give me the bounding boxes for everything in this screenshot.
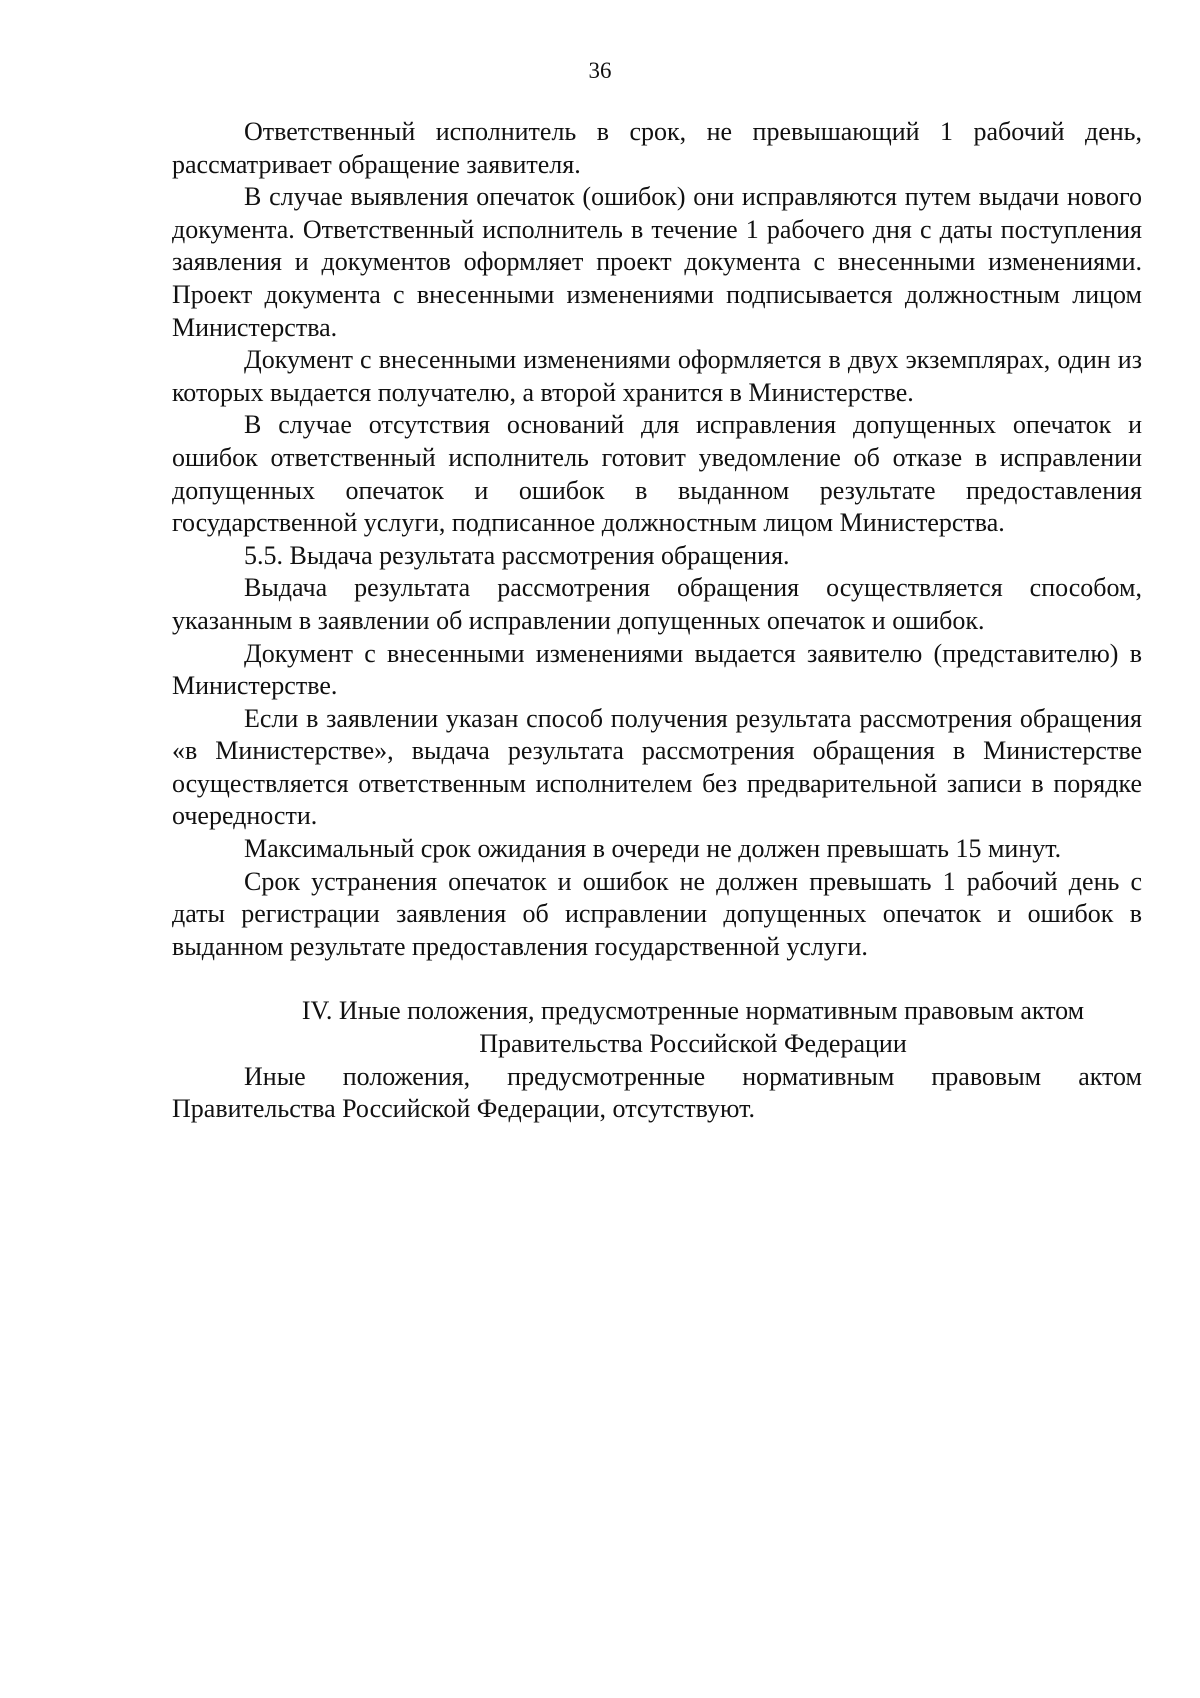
paragraph: В случае отсутствия оснований для исправления допущенных опечаток и ошибок ответственный исполнитель готовит уведомление об отказе в исправлении допущенных опечаток и ошибок в выданном результате предоставления государственной услуги, подписанное должностным лицом Министерства. xyxy=(172,410,1142,538)
paragraph: В случае выявления опечаток (ошибок) они исправляются путем выдачи нового документа. Ответственный исполнитель в течение 1 рабочего дня с даты поступления заявления и документов оформляет проект документа с внесенными изменениями. Проект документа с внесенными изменениями подписывается должностным лицом Министерства. xyxy=(172,182,1142,342)
paragraph: Документ с внесенными изменениями оформляется в двух экземплярах, один из которых выдается получателю, а второй хранится в Министерстве. xyxy=(172,345,1142,407)
section-paragraph: Иные положения, предусмотренные нормативным правовым актом Правительства Российской Федерации, отсутствуют. xyxy=(172,1061,1142,1124)
section-heading xyxy=(172,995,1142,1060)
paragraph: Если в заявлении указан способ получения результата рассмотрения обращения «в Министерстве», выдача результата рассмотрения обращения в Министерстве осуществляется ответственным исполнителем без предварительной записи в порядке очередности. xyxy=(172,703,1142,831)
paragraph: Выдача результата рассмотрения обращения осуществляется способом, указанным в заявлении об исправлении допущенных опечаток и ошибок. xyxy=(172,573,1142,635)
paragraph: Максимальный срок ожидания в очереди не должен превышать 15 минут. xyxy=(244,834,1062,864)
subsection-title: 5.5. Выдача результата рассмотрения обращения. xyxy=(244,540,790,570)
paragraph: Документ с внесенными изменениями выдается заявителю (представителю) в Министерстве. xyxy=(172,638,1142,701)
paragraph: Ответственный исполнитель в срок, не превышающий 1 рабочий день, рассматривает обращение заявителя. xyxy=(172,117,1142,179)
page-number: 36 xyxy=(588,58,612,83)
paragraph: Срок устранения опечаток и ошибок не должен превышать 1 рабочий день с даты регистрации заявления об исправлении допущенных опечаток и ошибок в выданном результате предоставления государственной услуги. xyxy=(172,866,1142,961)
section-heading-line: Правительства Российской Федерации xyxy=(479,1029,907,1059)
section-heading-line: IV. Иные положения, предусмотренные нормативным правовым актом xyxy=(301,996,1085,1026)
document-body xyxy=(172,116,1142,1126)
